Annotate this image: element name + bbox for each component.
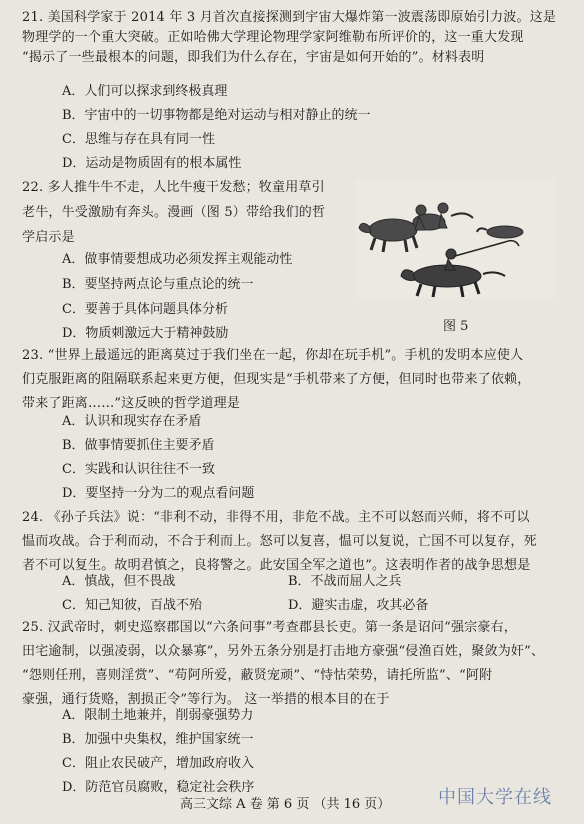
question-22-line: 22. 多人推牛牛不走，人比牛瘦干发愁；牧童用草引 [22,180,325,195]
option-25-a: A．限制土地兼并，削弱豪强势力 [62,708,254,723]
question-25-line: 豪强，通行货赂，割损正令”等行为。 这一举措的根本目的在于 [22,692,390,707]
option-23-b: B．做事情要抓住主要矛盾 [62,438,215,453]
question-21-line: 21. 美国科学家于 2014 年 3 月首次直接探测到宇宙大爆炸第一波震荡即原始引力波。这是 [22,10,557,25]
question-25-line: 田宅逾制，以强凌弱，以众暴寡”，另外五条分别是打击地方豪强“侵渔百姓，聚敛为奸”、 [22,644,545,659]
watermark-logo: 中国大学在线 [438,787,552,808]
question-24 [22,508,562,576]
option-24-d: D．避实击虚，攻其必备 [288,598,429,613]
question-23-line: 们克服距离的阻隔联系起来更方便，但现实是“手机带来了方便，但同时也带来了依赖， [22,372,531,387]
option-25-d: D．防范官员腐败，稳定社会秩序 [62,780,255,795]
option-23-d: D．要坚持一分为二的观点看问题 [62,486,255,501]
question-24-line: 者不可以复生。故明君慎之，良将警之。此安国全军之道也”。这表明作者的战争思想是 [22,558,531,573]
page-footer: 高三文综 A 卷 第 6 页 （共 16 页） [180,797,391,812]
question-23-line: 23. “世界上最遥远的距离莫过于我们坐在一起，你却在玩手机”。手机的发明本应使人 [22,348,524,363]
option-22-d: D．物质刺激远大于精神鼓励 [62,326,229,341]
cartoon-illustration [355,180,555,298]
option-22-c: C．要善于具体问题具体分析 [62,302,228,317]
question-21 [22,8,562,68]
question-24-line: 24. 《孙子兵法》说：“非利不动，非得不用，非危不战。主不可以怒而兴师，将不可以 [22,510,530,525]
option-24-b: B．不战而屈人之兵 [288,574,402,589]
option-23-c: C．实践和认识往往不一致 [62,462,215,477]
option-21-d: D．运动是物质固有的根本属性 [62,156,242,171]
question-25-line: 25. 汉武帝时，刺史巡察郡国以“六条问事”考查郡县长吏。第一条是诏问“强宗豪右， [22,620,517,635]
question-25-line: “怨则任刑，喜则淫赏”、“苟阿所爱，蔽贤宠顽”、“恃怙荣势，请托所监”、“阿附 [22,668,493,683]
question-21-line: 物理学的一个重大突破。正如哈佛大学理论物理学家阿维勒布所评价的，这一重大发现 [22,30,524,45]
question-25 [22,618,562,710]
question-21-line: “揭示了一些最根本的问题，即我们为什么存在，宇宙是如何开始的”。材料表明 [22,50,485,65]
figure-caption: 图 5 [443,319,469,334]
option-21-b: B．宇宙中的一切事物都是绝对运动与相对静止的统一 [62,108,371,123]
option-24-a: A．慎战，但不畏战 [62,574,176,589]
cartoon-figure [355,180,555,298]
question-22-line: 学启示是 [22,230,75,245]
question-22 [22,178,352,248]
option-21-a: A．人们可以探求到终极真理 [62,84,228,99]
question-23-line: 带来了距离……”这反映的哲学道理是 [22,396,241,411]
option-21-c: C．思维与存在具有同一性 [62,132,215,147]
option-22-b: B．要坚持两点论与重点论的统一 [62,277,254,292]
question-23 [22,346,562,414]
option-24-c: C．知己知彼，百战不殆 [62,598,202,613]
option-25-b: B．加强中央集权，维护国家统一 [62,732,254,747]
option-22-a: A．做事情要想成功必须发挥主观能动性 [62,252,293,267]
option-23-a: A．认识和现实存在矛盾 [62,414,202,429]
question-22-line: 老牛，牛受激励有奔头。漫画（图 5）带给我们的哲 [22,205,326,220]
question-24-line: 愠而攻战。合于利而动，不合于利而上。怒可以复喜，愠可以复说，亡国不可以复存，死 [22,534,537,549]
option-25-c: C．阻止农民破产，增加政府收入 [62,756,254,771]
